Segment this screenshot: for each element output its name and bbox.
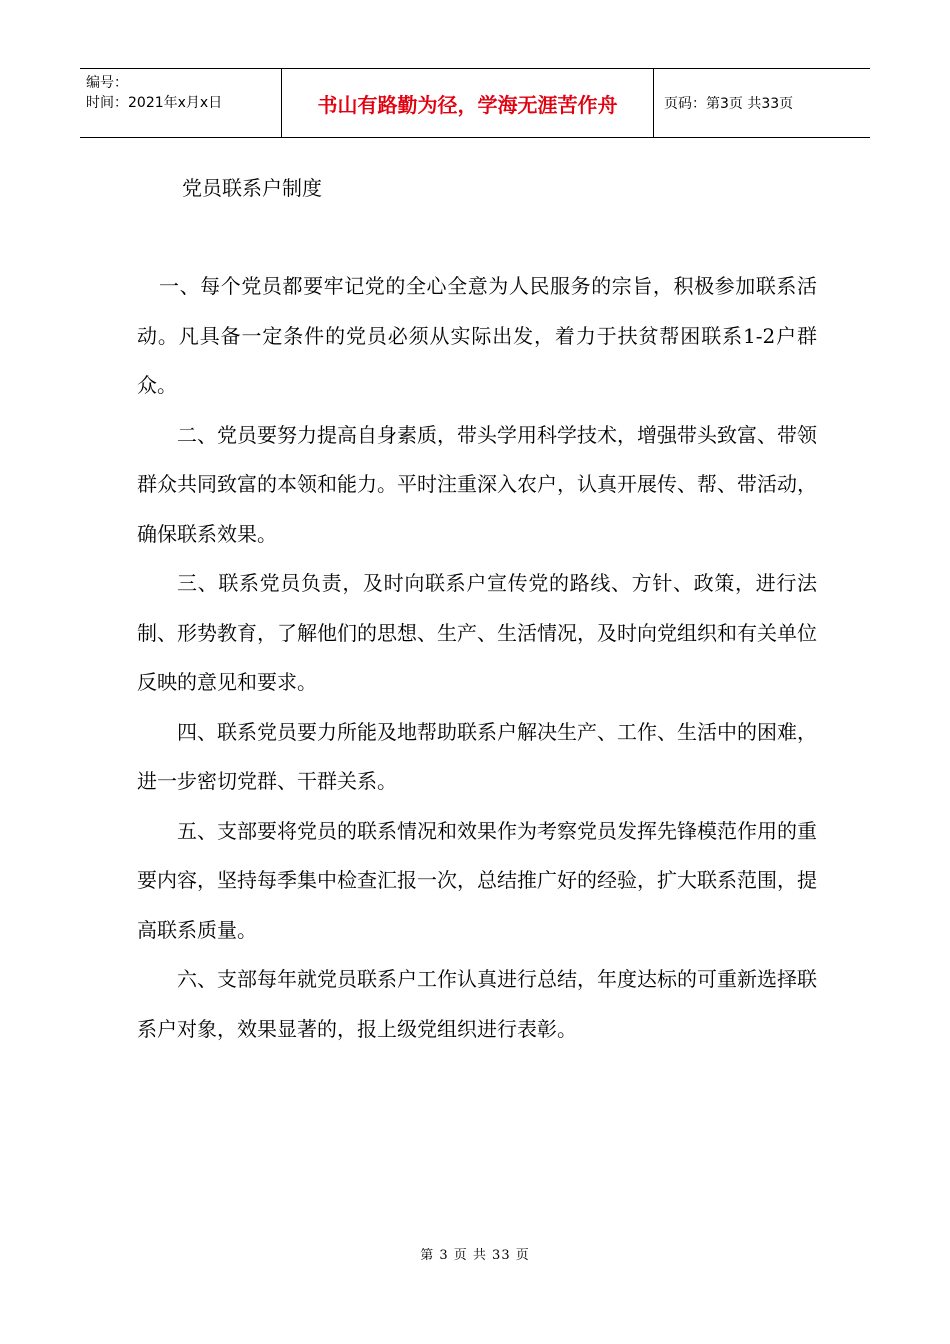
paragraph-6: 六、支部每年就党员联系户工作认真进行总结，年度达标的可重新选择联系户对象，效果显著的，报上级党组织进行表彰。 [137,967,817,1041]
paragraph-5: 五、支部要将党员的联系情况和效果作为考察党员发挥先锋模范作用的重要内容，坚持每季集中检查汇报一次，总结推广好的经验，扩大联系范围，提高联系质量。 [137,818,817,942]
page-header [80,68,870,138]
header-meta [80,69,282,137]
serial-label: 编号： [86,75,128,91]
paragraph-1: 一、每个党员都要牢记党的全心全意为人民服务的宗旨，积极参加联系活动。凡具备一定条件的党员必须从实际出发，着力于扶贫帮困联系1-2户群众。 [137,274,817,397]
page-footer: 第 3 页 共 33 页 [420,1248,530,1263]
document-title: 党员联系户制度 [182,176,322,200]
date-line: 时间：2021年x月x日 [86,95,223,111]
paragraph-2: 二、党员要努力提高自身素质，带头学用科学技术，增强带头致富、带领群众共同致富的本领和能力。平时注重深入农户，认真开展传、帮、带活动，确保联系效果。 [137,422,817,546]
paragraph-4: 四、联系党员要力所能及地帮助联系户解决生产、工作、生活中的困难，进一步密切党群、干群关系。 [137,719,817,793]
paragraph-3: 三、联系党员负责，及时向联系户宣传党的路线、方针、政策，进行法制、形势教育，了解他们的思想、生产、生活情况，及时向党组织和有关单位反映的意见和要求。 [137,571,817,694]
header-motto: 书山有路勤为径，学海无涯苦作舟 [282,69,654,137]
document-body [137,262,817,1054]
header-page-info: 页码：第3页 共33页 [664,96,794,112]
